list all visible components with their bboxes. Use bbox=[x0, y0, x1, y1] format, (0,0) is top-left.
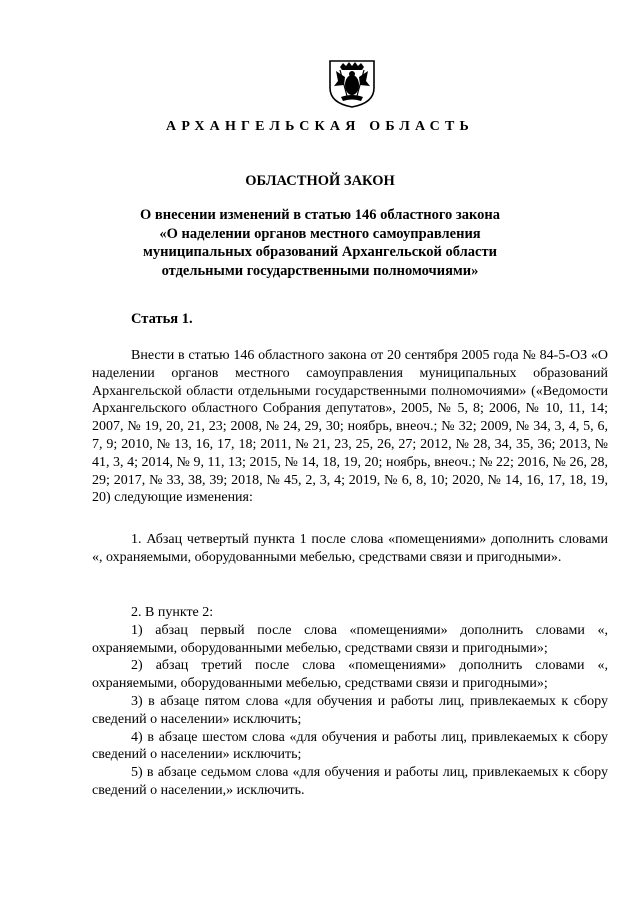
document-title: О внесении изменений в статью 146 областного закона «О наделении органов местного самоуправления муниципальных образований Архангельской области отдельными государственными полномочиями» bbox=[139, 207, 501, 279]
item-1-paragraph: 1. Абзац четвертый пункта 1 после слова «помещениями» дополнить словами «, охраняемыми, оборудованными мебелью, средствами связи и пригодными». bbox=[92, 532, 608, 565]
article-heading: Статья 1. bbox=[131, 311, 193, 327]
item-2-sub-4: 4) в абзаце шестом слова «для обучения и работы лиц, привлекаемых к сбору сведений о населении» исключить; bbox=[92, 729, 608, 763]
item-2-sub-5: 5) в абзаце седьмом слова «для обучения и работы лиц, привлекаемых к сбору сведений о населении,» исключить. bbox=[92, 765, 608, 798]
item-2-sub-1: 1) абзац первый после слова «помещениями» дополнить словами «, охраняемыми, оборудованными мебелью, средствами связи и пригодными»; bbox=[92, 622, 608, 656]
item-2-sub-3: 3) в абзаце пятом слова «для обучения и работы лиц, привлекаемых к сбору сведений о населении» исключить; bbox=[92, 693, 608, 727]
item-2-heading: 2. В пункте 2: bbox=[131, 605, 214, 620]
intro-paragraph: Внести в статью 146 областного закона от 20 сентября 2005 года № 84-5-ОЗ «О наделении органов местного самоуправления муниципальных образований Архангельской области отдельными государственными полномочиями» («Ведомости Архангельского областного Собрания депутатов», 2005, № 5, 8; 2006, № 10, 11, 14; 2007, № 19, 20, 21, 23; 2008, № 24, 29, 30; ноябрь, внеоч.; № 32; 2009, № 34, 3, 4, 5, 6, 7, 9; 2010, № 13, 16, 17, 18; 2011, № 21, 23, 25, 26, 27; 2012, № 28, 34, 35, 36; 2013, № 41, 3, 4; 2014, № 9, 11, 13; 2015, № 14, 18, 19, 20; ноябрь, внеоч.; № 22; 2016, № 26, 28, 29; 2017, № 33, 38, 39; 2018, № 45, 2, 3, 4; 2019, № 6, 8, 10; 2020, № 14, 16, 17, 18, 19, 20) следующие изменения: bbox=[92, 348, 608, 506]
article-intro bbox=[92, 347, 608, 507]
coat-of-arms-icon bbox=[327, 58, 377, 108]
document-type: ОБЛАСТНОЙ ЗАКОН bbox=[245, 173, 395, 189]
item-2 bbox=[92, 604, 608, 800]
item-2-sub-2: 2) абзац третий после слова «помещениями» дополнить словами «, охраняемыми, оборудованными мебелью, средствами связи и пригодными»; bbox=[92, 658, 608, 692]
region-name: АРХАНГЕЛЬСКАЯ ОБЛАСТЬ bbox=[166, 119, 474, 134]
item-1 bbox=[92, 531, 608, 567]
